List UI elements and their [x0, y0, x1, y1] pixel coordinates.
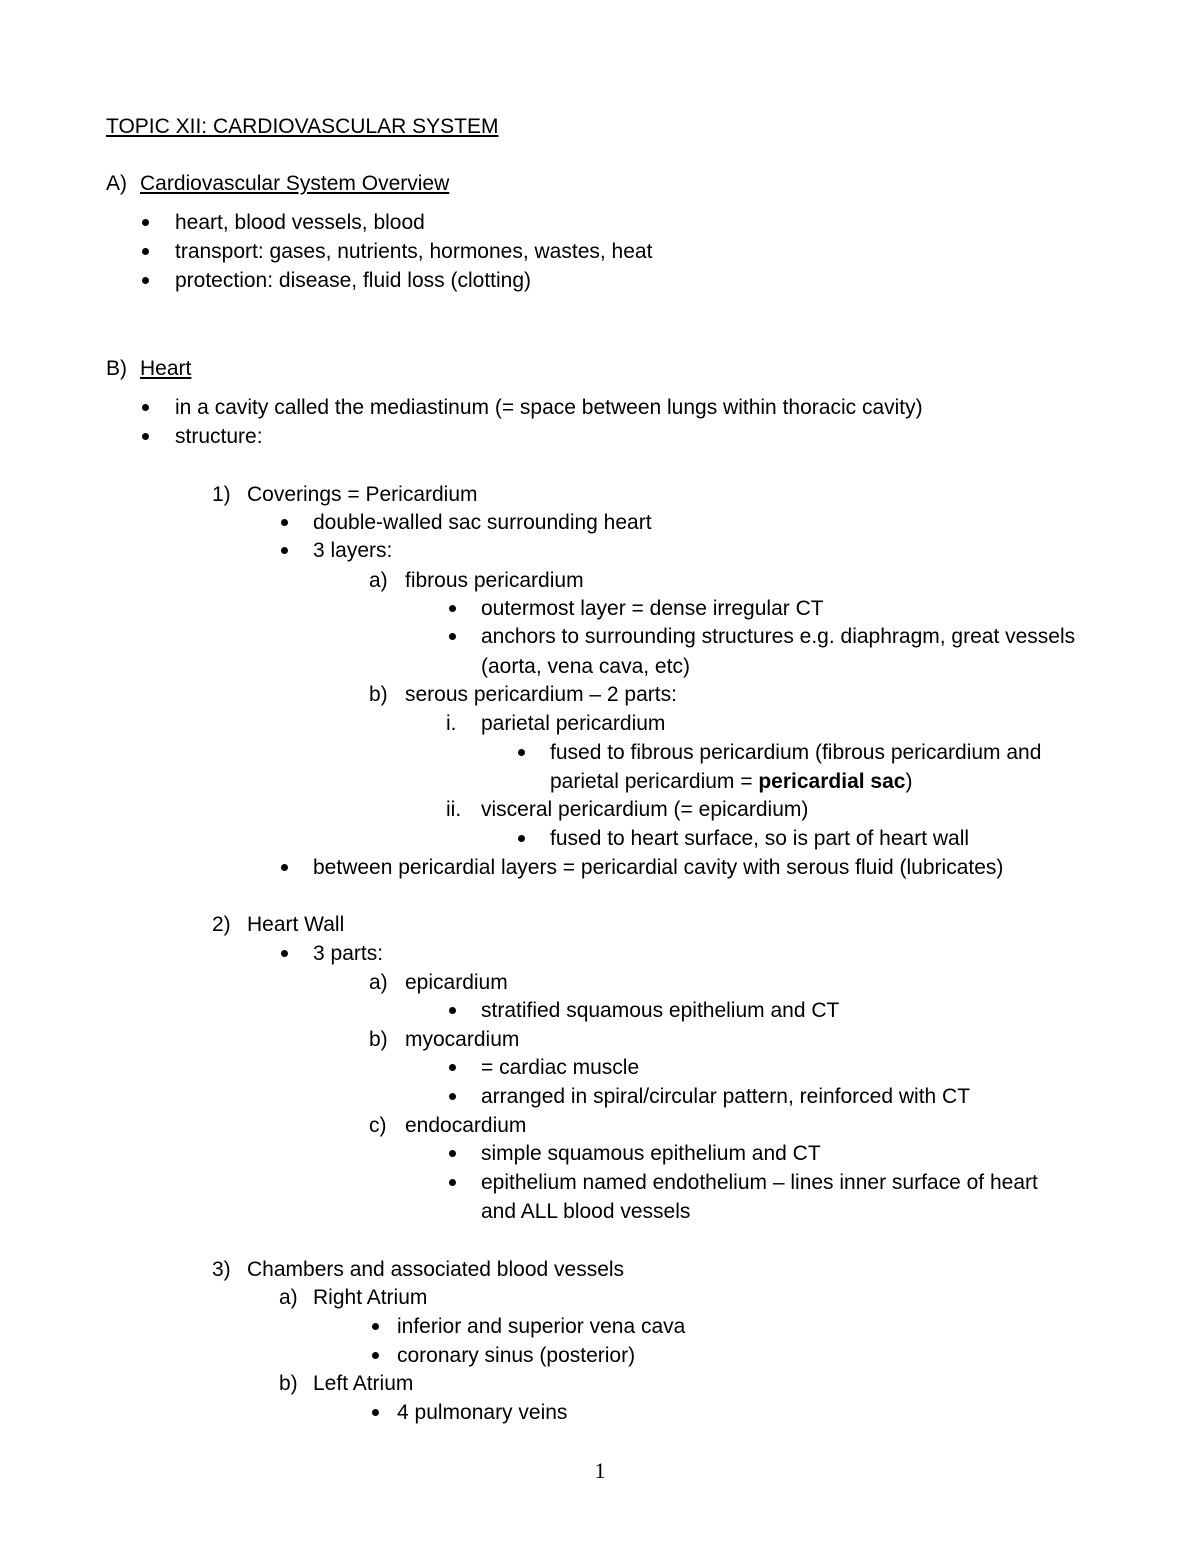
chambers-marker: 3): [212, 1258, 231, 1281]
section-b-heading: Heart: [140, 357, 192, 380]
list-item: protection: disease, fluid loss (clotting): [175, 269, 532, 292]
list-item: outermost layer = dense irregular CT: [481, 597, 824, 620]
bullet-icon: [449, 1093, 456, 1100]
bullet-icon: [281, 547, 288, 554]
bullet-icon: [449, 605, 456, 612]
left-atrium-marker: b): [279, 1372, 298, 1395]
list-item: stratified squamous epithelium and CT: [481, 999, 840, 1022]
bullet-icon: [142, 219, 149, 226]
list-item: epithelium named endothelium – lines inner surface of heart: [481, 1171, 1038, 1194]
wall-marker: 2): [212, 913, 231, 936]
epicardium-label: epicardium: [405, 971, 508, 994]
right-atrium-marker: a): [279, 1286, 298, 1309]
bullet-icon: [449, 633, 456, 640]
section-b-marker: B): [106, 357, 127, 380]
fibrous-marker: a): [369, 569, 388, 592]
list-item: between pericardial layers = pericardial cavity with serous fluid (lubricates): [313, 856, 1004, 879]
endocardium-marker: c): [369, 1114, 387, 1137]
list-item: in a cavity called the mediastinum (= space between lungs within thoracic cavity): [175, 396, 923, 419]
page-title: TOPIC XII: CARDIOVASCULAR SYSTEM: [106, 115, 499, 138]
bullet-icon: [281, 519, 288, 526]
chambers-label: Chambers and associated blood vessels: [247, 1258, 625, 1281]
bullet-icon: [372, 1352, 379, 1359]
page-number: 1: [594, 1458, 606, 1483]
fibrous-label: fibrous pericardium: [405, 569, 584, 592]
pericardial-sac-term: pericardial sac: [758, 770, 906, 793]
bullet-icon: [372, 1323, 379, 1330]
list-item-continuation: (aorta, vena cava, etc): [481, 655, 690, 678]
endocardium-label: endocardium: [405, 1114, 527, 1137]
list-item-continuation: and ALL blood vessels: [481, 1200, 691, 1223]
list-item: arranged in spiral/circular pattern, reinforced with CT: [481, 1085, 971, 1108]
right-atrium-label: Right Atrium: [313, 1286, 428, 1309]
list-item: 4 pulmonary veins: [397, 1401, 568, 1424]
list-item-continuation: [550, 768, 912, 796]
bullet-icon: [449, 1007, 456, 1014]
bullet-icon: [142, 248, 149, 255]
coverings-marker: 1): [212, 483, 231, 506]
bullet-icon: [281, 950, 288, 957]
bullet-icon: [281, 864, 288, 871]
epicardium-marker: a): [369, 971, 388, 994]
bullet-icon: [142, 277, 149, 284]
list-item: = cardiac muscle: [481, 1056, 640, 1079]
wall-label: Heart Wall: [247, 913, 345, 936]
section-a-marker: A): [106, 172, 127, 195]
bullet-icon: [518, 749, 525, 756]
list-item: fused to fibrous pericardium (fibrous pericardium and: [550, 741, 1042, 764]
myocardium-label: myocardium: [405, 1028, 520, 1051]
list-item: simple squamous epithelium and CT: [481, 1142, 821, 1165]
bullet-icon: [142, 404, 149, 411]
bullet-icon: [142, 433, 149, 440]
visceral-label: visceral pericardium (= epicardium): [481, 798, 809, 821]
myocardium-marker: b): [369, 1028, 388, 1051]
closing-paren: ): [905, 770, 913, 793]
section-a-heading: Cardiovascular System Overview: [140, 172, 450, 195]
coverings-label: Coverings = Pericardium: [247, 483, 478, 506]
list-item: anchors to surrounding structures e.g. diaphragm, great vessels: [481, 625, 1076, 648]
list-item: double-walled sac surrounding heart: [313, 511, 652, 534]
bullet-icon: [449, 1150, 456, 1157]
parietal-label: parietal pericardium: [481, 712, 666, 735]
parietal-marker: i.: [446, 712, 457, 735]
list-item: heart, blood vessels, blood: [175, 211, 425, 234]
list-item: inferior and superior vena cava: [397, 1315, 686, 1338]
bullet-icon: [449, 1064, 456, 1071]
bullet-icon: [372, 1409, 379, 1416]
serous-label: serous pericardium – 2 parts:: [405, 683, 677, 706]
list-item: coronary sinus (posterior): [397, 1344, 636, 1367]
bullet-icon: [449, 1179, 456, 1186]
list-item: 3 parts:: [313, 942, 384, 965]
left-atrium-label: Left Atrium: [313, 1372, 414, 1395]
visceral-marker: ii.: [446, 798, 462, 821]
parietal-text: parietal pericardium =: [550, 770, 759, 793]
bullet-icon: [518, 835, 525, 842]
list-item: fused to heart surface, so is part of heart wall: [550, 827, 970, 850]
list-item: 3 layers:: [313, 539, 393, 562]
serous-marker: b): [369, 683, 388, 706]
list-item: transport: gases, nutrients, hormones, wastes, heat: [175, 240, 653, 263]
list-item: structure:: [175, 425, 263, 448]
